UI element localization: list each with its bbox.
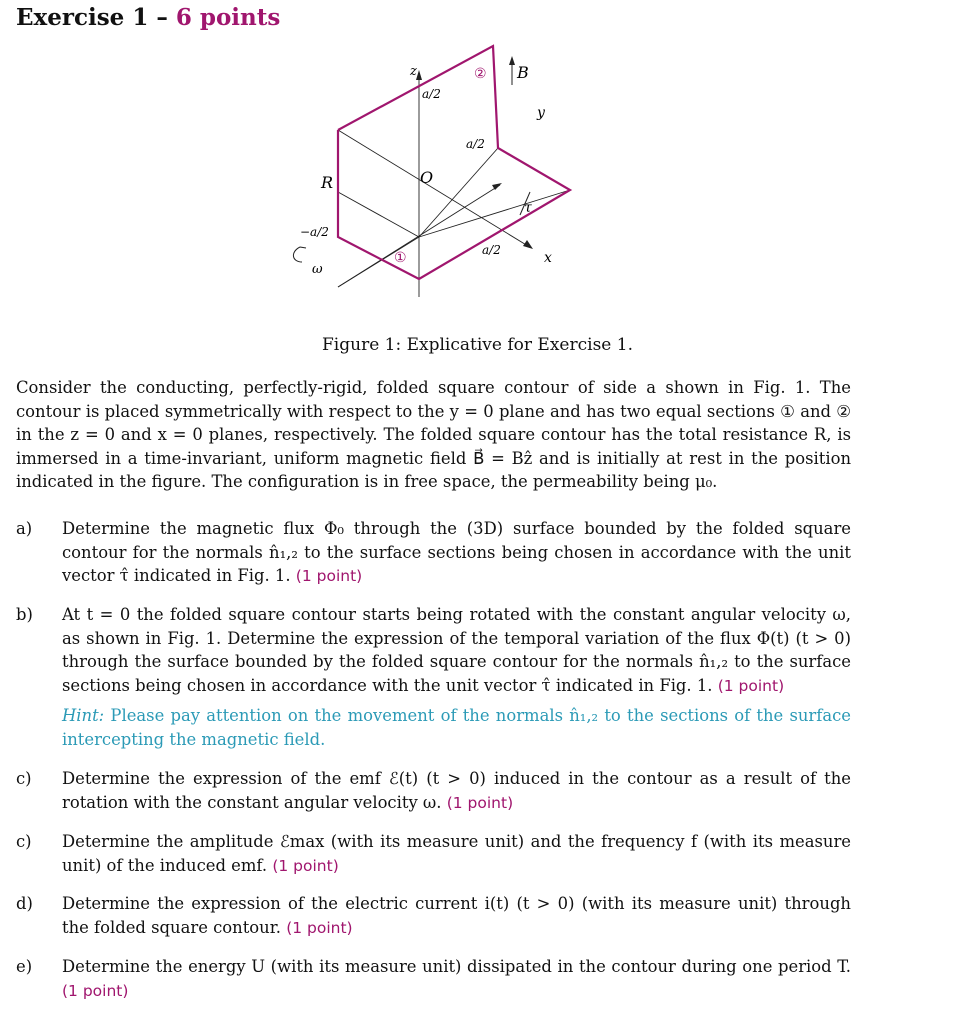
label-z: z bbox=[410, 64, 417, 79]
label-tau: τ bbox=[524, 200, 532, 216]
question-text: Determine the amplitude ℰmax (with its measure unit) and the frequency f (with its measure unit) of the induced emf. bbox=[62, 832, 851, 875]
question-label: a) bbox=[16, 519, 33, 538]
question-text: At t = 0 the folded square contour starts being rotated with the constant angular velocity ω, as shown in Fig. 1. Determine the expression of the temporal variation of the flux Φ(t) (t > 0) through the surface bounded by the folded square contour for the normals n̂₁,₂ to the surface sections being chosen in accordance with the unit vector τ̂ indicated in Fig. 1. bbox=[62, 605, 851, 695]
diag-right bbox=[419, 148, 498, 237]
label-omega: ω bbox=[312, 262, 323, 277]
folded-contour bbox=[338, 46, 570, 279]
label-a2-top: a/2 bbox=[422, 87, 441, 101]
question-text: Determine the expression of the emf ℰ(t) (t > 0) induced in the contour as a result of the rotation with the constant angular velocity ω. bbox=[62, 769, 851, 812]
title-dash: – bbox=[148, 4, 176, 31]
label-a2-mid: a/2 bbox=[466, 137, 485, 151]
question-b bbox=[16, 603, 851, 698]
problem-statement: Consider the conducting, perfectly-rigid, folded square contour of side a shown in Fig. 1. The contour is placed symmetrically with respect to the y = 0 plane and has two equal sections ① and ② in the z = 0 and x = 0 planes, respectively. The folded square contour has the total resistance R, is immersed in a time-invariant, uniform magnetic field B⃗ = Bẑ and is initially at rest in the position indicated in the figure. The configuration is in free space, the permeability being μ₀. bbox=[16, 378, 851, 492]
label-section-2: ② bbox=[474, 66, 487, 82]
figure-caption: Figure 1: Explicative for Exercise 1. bbox=[322, 335, 633, 355]
hint-label: Hint: bbox=[62, 706, 105, 725]
label-origin: O bbox=[420, 168, 434, 187]
exercise-points: 6 points bbox=[175, 4, 281, 31]
question-points: (1 point) bbox=[286, 918, 353, 937]
contour-path bbox=[338, 46, 570, 279]
label-x: x bbox=[544, 250, 552, 266]
question-points: (1 point) bbox=[295, 567, 363, 586]
label-a2-bottom: a/2 bbox=[482, 243, 501, 257]
question-d bbox=[16, 892, 851, 940]
question-points: (1 point) bbox=[717, 676, 785, 695]
question-points: (1 point) bbox=[446, 793, 514, 812]
label-section-1: ① bbox=[394, 250, 407, 266]
question-points: (1 point) bbox=[272, 856, 339, 875]
question-label: e) bbox=[16, 957, 33, 976]
label-b: B bbox=[517, 63, 529, 82]
question-c2 bbox=[16, 830, 851, 878]
folded-contour-figure bbox=[280, 42, 600, 297]
x-arrowhead bbox=[523, 240, 533, 249]
x-axis-line bbox=[338, 130, 528, 246]
b-arrowhead bbox=[509, 56, 515, 65]
question-text: Determine the energy U (with its measure unit) dissipated in the contour during one period T. bbox=[62, 957, 851, 976]
question-text: Determine the magnetic flux Φ₀ through the (3D) surface bounded by the folded square contour for the normals n̂₁,₂ to the surface sections being chosen in accordance with the unit vector τ̂ indicated in Fig. 1. bbox=[62, 519, 851, 586]
exercise-heading bbox=[16, 4, 280, 31]
question-label: c) bbox=[16, 832, 32, 851]
label-y: y bbox=[537, 105, 545, 121]
question-text: Determine the expression of the electric current i(t) (t > 0) (with its measure unit) through the folded square contour. bbox=[62, 894, 851, 937]
label-neg-a2: −a/2 bbox=[300, 225, 329, 239]
question-points: (1 point) bbox=[62, 981, 129, 1000]
question-a bbox=[16, 517, 851, 589]
diag-left bbox=[338, 192, 419, 237]
rotation-arrow bbox=[293, 247, 306, 262]
question-label: d) bbox=[16, 894, 33, 913]
question-label: b) bbox=[16, 605, 33, 624]
question-label: c) bbox=[16, 769, 32, 788]
z-arrowhead bbox=[416, 70, 422, 80]
exercise-title: Exercise 1 bbox=[16, 4, 149, 31]
question-e bbox=[16, 955, 851, 1003]
hint-block bbox=[62, 704, 851, 751]
hint-text: Please pay attention on the movement of the normals n̂₁,₂ to the sections of the surface intercepting the magnetic field. bbox=[62, 706, 851, 749]
label-r: R bbox=[321, 173, 334, 192]
axes bbox=[338, 75, 570, 297]
diag-front bbox=[419, 190, 570, 237]
question-c1 bbox=[16, 767, 851, 815]
